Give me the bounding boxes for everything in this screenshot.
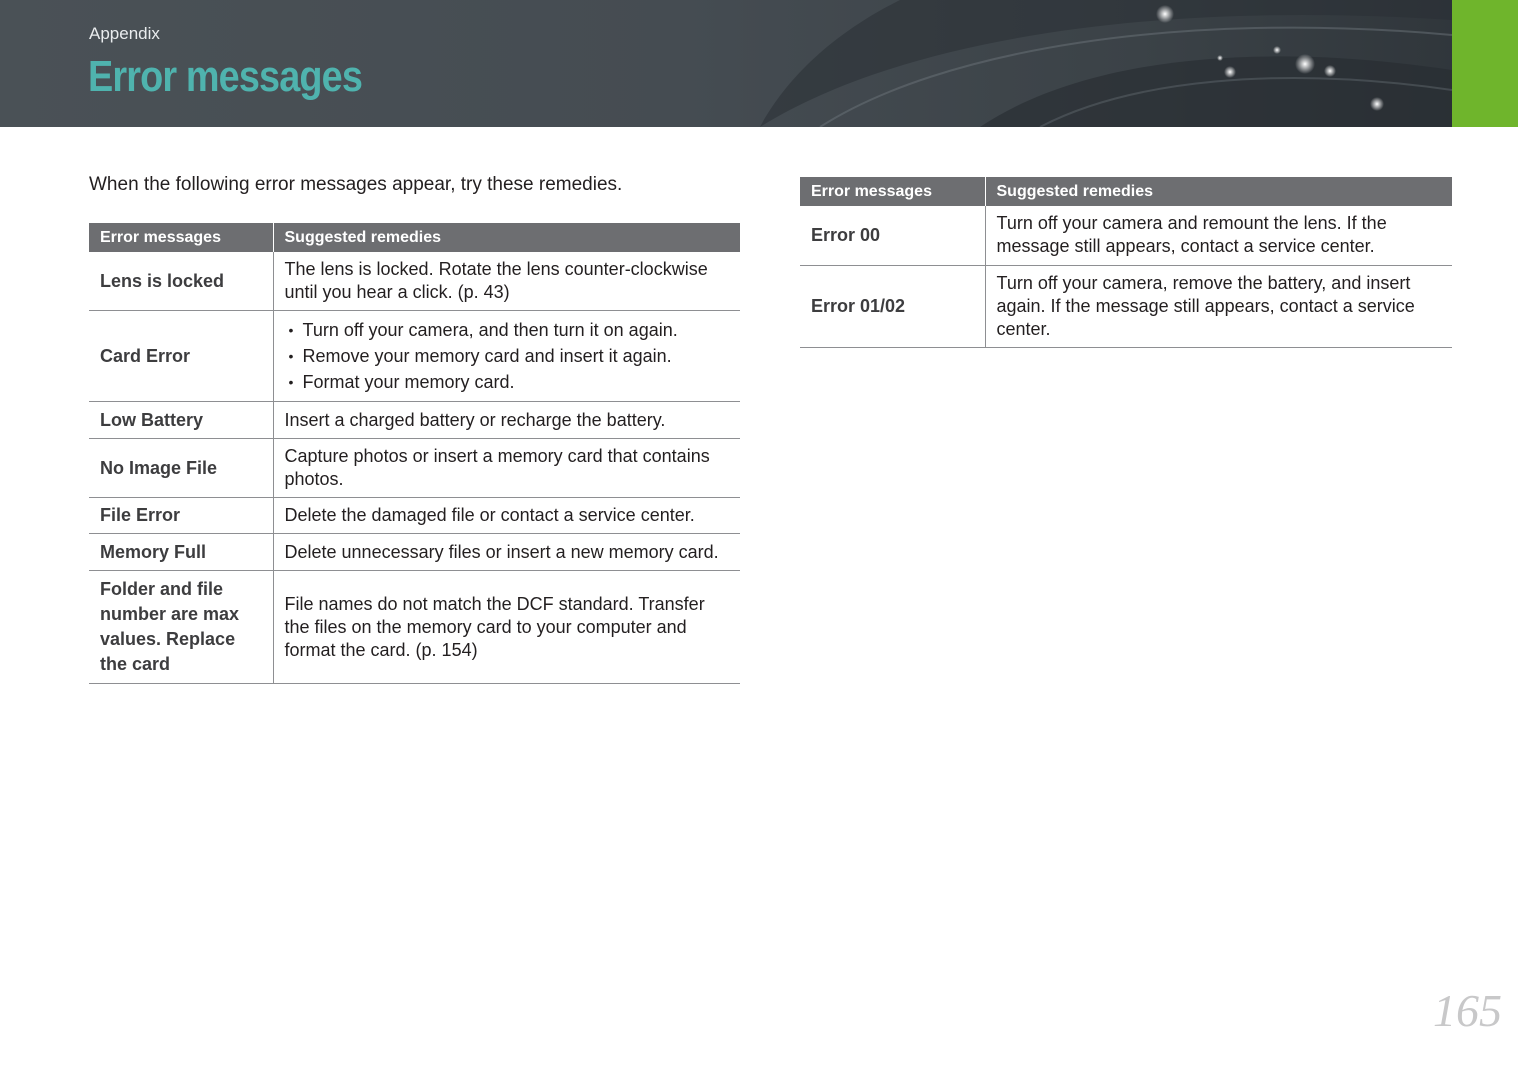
page-number: 165 <box>1433 985 1502 1036</box>
error-table-right <box>800 177 1452 348</box>
error-table-left <box>89 223 740 684</box>
error-message: Lens is locked <box>89 252 273 311</box>
page-header <box>0 0 1518 127</box>
list-item: • Turn off your camera, and then turn it on again. <box>285 317 730 343</box>
column-header-messages: Error messages <box>89 223 273 252</box>
section-tab[interactable] <box>1452 0 1518 127</box>
table-row <box>89 571 740 684</box>
table-row <box>89 498 740 534</box>
table-row <box>89 311 740 402</box>
suggested-remedy: Insert a charged battery or recharge the battery. <box>273 402 740 439</box>
suggested-remedy <box>273 311 740 402</box>
column-header-messages: Error messages <box>800 177 985 206</box>
table-row <box>800 206 1452 265</box>
suggested-remedy: Delete unnecessary files or insert a new memory card. <box>273 534 740 571</box>
list-item: • Remove your memory card and insert it again. <box>285 343 730 369</box>
breadcrumb[interactable]: Appendix <box>89 24 160 43</box>
suggested-remedy: Turn off your camera and remount the lens. If the message still appears, contact a service center. <box>985 206 1452 265</box>
error-message: No Image File <box>89 439 273 498</box>
suggested-remedy: The lens is locked. Rotate the lens counter-clockwise until you hear a click. (p. 43) <box>273 252 740 311</box>
table-row <box>89 252 740 311</box>
remedy-list <box>285 317 730 395</box>
error-message: File Error <box>89 498 273 534</box>
column-header-remedies: Suggested remedies <box>985 177 1452 206</box>
error-message: Error 01/02 <box>800 265 985 347</box>
intro-text: When the following error messages appear, try these remedies. <box>89 174 623 195</box>
error-message: Error 00 <box>800 206 985 265</box>
suggested-remedy: Turn off your camera, remove the battery, and insert again. If the message still appears, contact a service center. <box>985 265 1452 347</box>
error-message: Card Error <box>89 311 273 402</box>
table-row <box>89 402 740 439</box>
list-item: • Format your memory card. <box>285 369 730 395</box>
suggested-remedy: Capture photos or insert a memory card that contains photos. <box>273 439 740 498</box>
error-message: Memory Full <box>89 534 273 571</box>
table-row <box>800 265 1452 347</box>
table-header-row <box>89 223 740 252</box>
table-row <box>89 534 740 571</box>
error-message: Folder and file number are max values. Replace the card <box>89 571 273 684</box>
suggested-remedy: Delete the damaged file or contact a service center. <box>273 498 740 534</box>
suggested-remedy: File names do not match the DCF standard. Transfer the files on the memory card to your computer and format the card. (p. 154) <box>273 571 740 684</box>
table-row <box>89 439 740 498</box>
table-header-row <box>800 177 1452 206</box>
column-header-remedies: Suggested remedies <box>273 223 740 252</box>
page-title: Error messages <box>88 52 363 101</box>
error-message: Low Battery <box>89 402 273 439</box>
